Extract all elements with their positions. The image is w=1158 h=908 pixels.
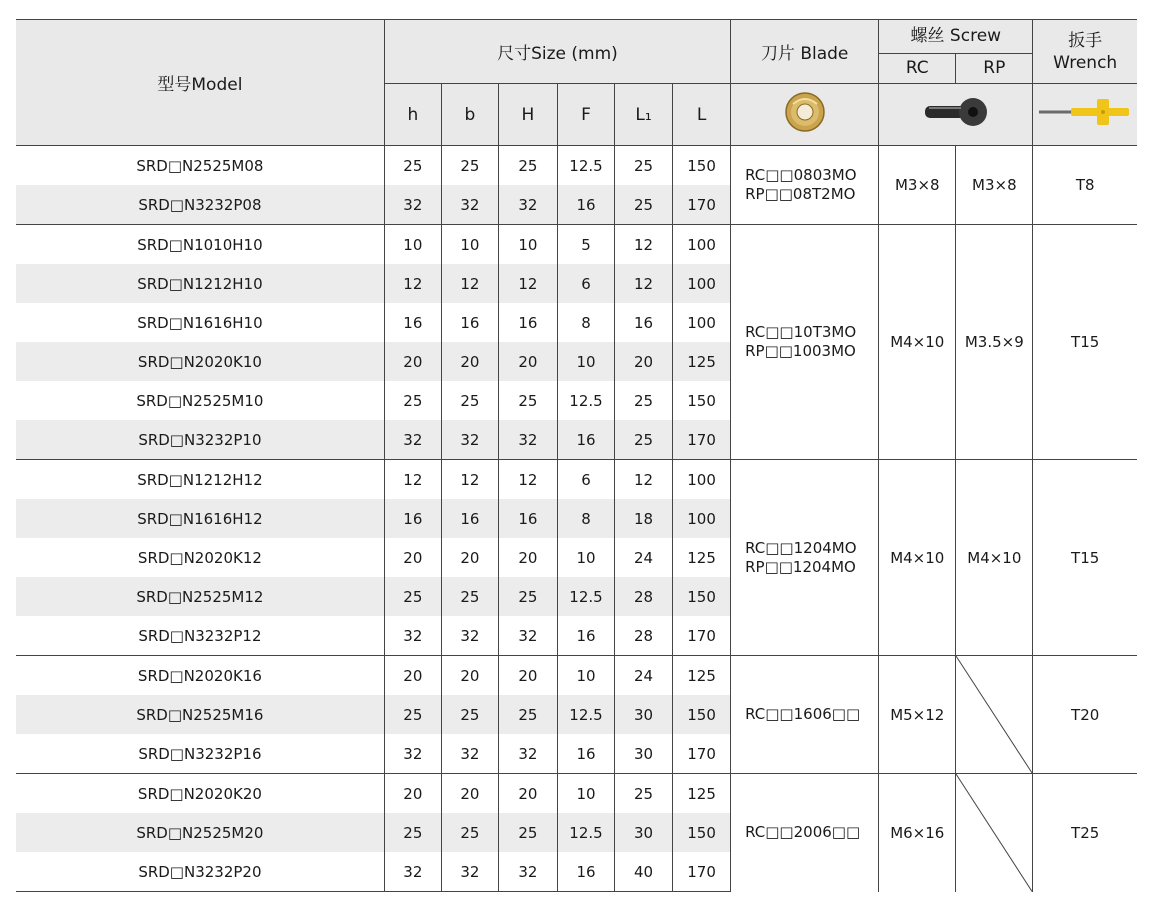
wrench-cell: T20	[1033, 656, 1137, 774]
dim-cell-L: 100	[673, 264, 731, 303]
dim-cell-F: 16	[557, 616, 614, 656]
dim-cell-L1: 30	[615, 734, 673, 774]
model-cell: SRD□N1616H10	[16, 303, 384, 342]
dim-cell-H: 25	[498, 146, 557, 186]
dim-cell-F: 8	[557, 303, 614, 342]
blade-cell	[731, 460, 879, 656]
dim-cell-h: 32	[384, 420, 441, 460]
dim-cell-L1: 30	[615, 813, 673, 852]
header-dim-H: H	[498, 84, 557, 146]
dim-cell-b: 32	[441, 420, 498, 460]
dim-cell-h: 25	[384, 146, 441, 186]
screw-rp-cell: M3.5×9	[956, 225, 1033, 460]
screw-rc-cell: M6×16	[879, 774, 956, 892]
model-cell: SRD□N3232P12	[16, 616, 384, 656]
dim-cell-L: 170	[673, 185, 731, 225]
model-cell: SRD□N1010H10	[16, 225, 384, 265]
dim-cell-F: 10	[557, 538, 614, 577]
dim-cell-L1: 25	[615, 774, 673, 814]
dim-cell-h: 32	[384, 185, 441, 225]
dim-cell-L1: 12	[615, 264, 673, 303]
wrench-cell: T15	[1033, 225, 1137, 460]
dim-cell-L: 125	[673, 774, 731, 814]
dim-cell-H: 32	[498, 734, 557, 774]
model-cell: SRD□N2020K20	[16, 774, 384, 814]
dim-cell-H: 12	[498, 264, 557, 303]
header-dim-h: h	[384, 84, 441, 146]
table-row	[16, 460, 1137, 500]
dim-cell-b: 12	[441, 264, 498, 303]
screw-rp-cell: M3×8	[956, 146, 1033, 225]
spec-body	[16, 146, 1137, 892]
dim-cell-h: 25	[384, 695, 441, 734]
model-cell: SRD□N2020K16	[16, 656, 384, 696]
screw-icon	[879, 84, 1033, 146]
dim-cell-F: 6	[557, 460, 614, 500]
dim-cell-h: 16	[384, 499, 441, 538]
header-blade: 刀片 Blade	[731, 20, 879, 84]
table-row	[16, 146, 1137, 186]
dim-cell-L: 170	[673, 852, 731, 892]
table-row	[16, 656, 1137, 696]
header-screw-rc: RC	[879, 54, 956, 83]
dim-cell-H: 25	[498, 695, 557, 734]
screw-rp-not-applicable	[956, 774, 1033, 892]
dim-cell-b: 32	[441, 616, 498, 656]
dim-cell-L1: 28	[615, 616, 673, 656]
header-screw	[879, 20, 1033, 84]
model-cell: SRD□N1616H12	[16, 499, 384, 538]
dim-cell-H: 32	[498, 852, 557, 892]
dim-cell-L: 170	[673, 734, 731, 774]
model-cell: SRD□N2525M10	[16, 381, 384, 420]
dim-cell-b: 20	[441, 774, 498, 814]
dim-cell-b: 20	[441, 656, 498, 696]
header-wrench	[1033, 20, 1137, 84]
model-cell: SRD□N1212H10	[16, 264, 384, 303]
dim-cell-L1: 12	[615, 460, 673, 500]
blade-code: RC□□1606□□	[745, 705, 861, 723]
blade-code: RC□□0803MO	[745, 166, 857, 184]
dim-cell-F: 16	[557, 185, 614, 225]
dim-cell-F: 12.5	[557, 381, 614, 420]
dim-cell-L: 125	[673, 342, 731, 381]
dim-cell-H: 20	[498, 774, 557, 814]
model-cell: SRD□N2525M08	[16, 146, 384, 186]
blade-cell	[731, 656, 879, 774]
dim-cell-b: 32	[441, 185, 498, 225]
screw-rc-cell: M3×8	[879, 146, 956, 225]
dim-cell-h: 25	[384, 577, 441, 616]
model-cell: SRD□N3232P10	[16, 420, 384, 460]
dim-cell-L: 100	[673, 303, 731, 342]
header-model: 型号Model	[16, 20, 384, 146]
table-row	[16, 225, 1137, 265]
header-size: 尺寸Size (mm)	[384, 20, 730, 84]
dim-cell-F: 5	[557, 225, 614, 265]
dim-cell-h: 12	[384, 460, 441, 500]
dim-cell-L1: 24	[615, 656, 673, 696]
dim-cell-L1: 30	[615, 695, 673, 734]
dim-cell-b: 12	[441, 460, 498, 500]
dim-cell-L: 125	[673, 656, 731, 696]
model-cell: SRD□N1212H12	[16, 460, 384, 500]
dim-cell-b: 16	[441, 499, 498, 538]
wrench-icon	[1033, 84, 1137, 146]
dim-cell-L: 170	[673, 420, 731, 460]
dim-cell-L: 170	[673, 616, 731, 656]
dim-cell-h: 32	[384, 616, 441, 656]
dim-cell-h: 20	[384, 538, 441, 577]
blade-code: RP□□1003MO	[745, 342, 856, 360]
blade-code: RC□□2006□□	[745, 823, 861, 842]
dim-cell-b: 25	[441, 381, 498, 420]
dim-cell-L: 125	[673, 538, 731, 577]
dim-cell-L1: 40	[615, 852, 673, 892]
model-cell: SRD□N2525M12	[16, 577, 384, 616]
header-screw-label: 螺丝 Screw	[879, 20, 1032, 54]
dim-cell-L1: 25	[615, 185, 673, 225]
blade-code: RC□□1204MO	[745, 538, 857, 557]
spec-table	[16, 19, 1137, 892]
dim-cell-H: 20	[498, 342, 557, 381]
wrench-cell: T8	[1033, 146, 1137, 225]
dim-cell-h: 20	[384, 656, 441, 696]
screw-rc-cell: M4×10	[879, 460, 956, 656]
dim-cell-L: 150	[673, 146, 731, 186]
table-row	[16, 774, 1137, 814]
dim-cell-b: 20	[441, 342, 498, 381]
dim-cell-H: 32	[498, 616, 557, 656]
dim-cell-F: 10	[557, 774, 614, 814]
dim-cell-F: 10	[557, 342, 614, 381]
blade-cell	[731, 225, 879, 460]
header-dim-F: F	[557, 84, 614, 146]
dim-cell-H: 20	[498, 538, 557, 577]
blade-code: RC□□10T3MO	[745, 323, 857, 341]
blade-code: RP□□08T2MO	[745, 185, 856, 203]
dim-cell-b: 25	[441, 695, 498, 734]
dim-cell-L1: 25	[615, 420, 673, 460]
wrench-cell: T15	[1033, 460, 1137, 656]
dim-cell-h: 25	[384, 381, 441, 420]
model-cell: SRD□N3232P16	[16, 734, 384, 774]
dim-cell-b: 10	[441, 225, 498, 265]
dim-cell-H: 16	[498, 303, 557, 342]
screw-rp-not-applicable	[956, 656, 1033, 774]
dim-cell-L1: 24	[615, 538, 673, 577]
dim-cell-H: 25	[498, 577, 557, 616]
dim-cell-h: 16	[384, 303, 441, 342]
dim-cell-F: 10	[557, 656, 614, 696]
dim-cell-H: 10	[498, 225, 557, 265]
dim-cell-F: 16	[557, 852, 614, 892]
dim-cell-F: 12.5	[557, 146, 614, 186]
dim-cell-H: 25	[498, 813, 557, 852]
dim-cell-F: 12.5	[557, 577, 614, 616]
blade-cell	[731, 146, 879, 225]
screw-rc-cell: M4×10	[879, 225, 956, 460]
dim-cell-F: 8	[557, 499, 614, 538]
header-dim-L: L	[673, 84, 731, 146]
dim-cell-L: 100	[673, 225, 731, 265]
model-cell: SRD□N3232P20	[16, 852, 384, 892]
dim-cell-L: 150	[673, 381, 731, 420]
dim-cell-L1: 16	[615, 303, 673, 342]
dim-cell-L: 150	[673, 695, 731, 734]
model-cell: SRD□N2020K10	[16, 342, 384, 381]
dim-cell-L1: 25	[615, 146, 673, 186]
dim-cell-F: 12.5	[557, 813, 614, 852]
dim-cell-H: 12	[498, 460, 557, 500]
diagonal-slash-icon	[956, 656, 1032, 773]
dim-cell-L1: 20	[615, 342, 673, 381]
header-dim-L1: L₁	[615, 84, 673, 146]
dim-cell-H: 20	[498, 656, 557, 696]
dim-cell-h: 12	[384, 264, 441, 303]
dim-cell-H: 32	[498, 420, 557, 460]
dim-cell-L: 100	[673, 499, 731, 538]
dim-cell-L: 150	[673, 577, 731, 616]
dim-cell-h: 10	[384, 225, 441, 265]
blade-insert-icon	[731, 84, 879, 146]
model-cell: SRD□N2525M20	[16, 813, 384, 852]
model-cell: SRD□N2020K12	[16, 538, 384, 577]
dim-cell-F: 16	[557, 734, 614, 774]
dim-cell-L: 150	[673, 813, 731, 852]
dim-cell-L1: 12	[615, 225, 673, 265]
dim-cell-b: 25	[441, 577, 498, 616]
dim-cell-L1: 28	[615, 577, 673, 616]
header-wrench-en: Wrench	[1053, 52, 1118, 73]
dim-cell-h: 25	[384, 813, 441, 852]
model-cell: SRD□N3232P08	[16, 185, 384, 225]
dim-cell-b: 20	[441, 538, 498, 577]
dim-cell-h: 32	[384, 734, 441, 774]
dim-cell-b: 25	[441, 813, 498, 852]
blade-code: RP□□1204MO	[745, 557, 856, 576]
header-dim-b: b	[441, 84, 498, 146]
dim-cell-h: 32	[384, 852, 441, 892]
screw-rp-cell: M4×10	[956, 460, 1033, 656]
wrench-cell: T25	[1033, 774, 1137, 892]
dim-cell-b: 32	[441, 852, 498, 892]
dim-cell-b: 25	[441, 146, 498, 186]
header-wrench-zh: 扳手	[1068, 30, 1103, 51]
dim-cell-F: 16	[557, 420, 614, 460]
dim-cell-F: 6	[557, 264, 614, 303]
dim-cell-b: 32	[441, 734, 498, 774]
dim-cell-H: 16	[498, 499, 557, 538]
dim-cell-L: 100	[673, 460, 731, 500]
diagonal-slash-icon	[956, 774, 1032, 892]
model-cell: SRD□N2525M16	[16, 695, 384, 734]
dim-cell-H: 32	[498, 185, 557, 225]
dim-cell-h: 20	[384, 774, 441, 814]
blade-cell	[731, 774, 879, 892]
dim-cell-F: 12.5	[557, 695, 614, 734]
dim-cell-L1: 18	[615, 499, 673, 538]
header-screw-rp: RP	[983, 58, 1006, 78]
dim-cell-b: 16	[441, 303, 498, 342]
dim-cell-h: 20	[384, 342, 441, 381]
dim-cell-H: 25	[498, 381, 557, 420]
screw-rc-cell: M5×12	[879, 656, 956, 774]
dim-cell-L1: 25	[615, 381, 673, 420]
